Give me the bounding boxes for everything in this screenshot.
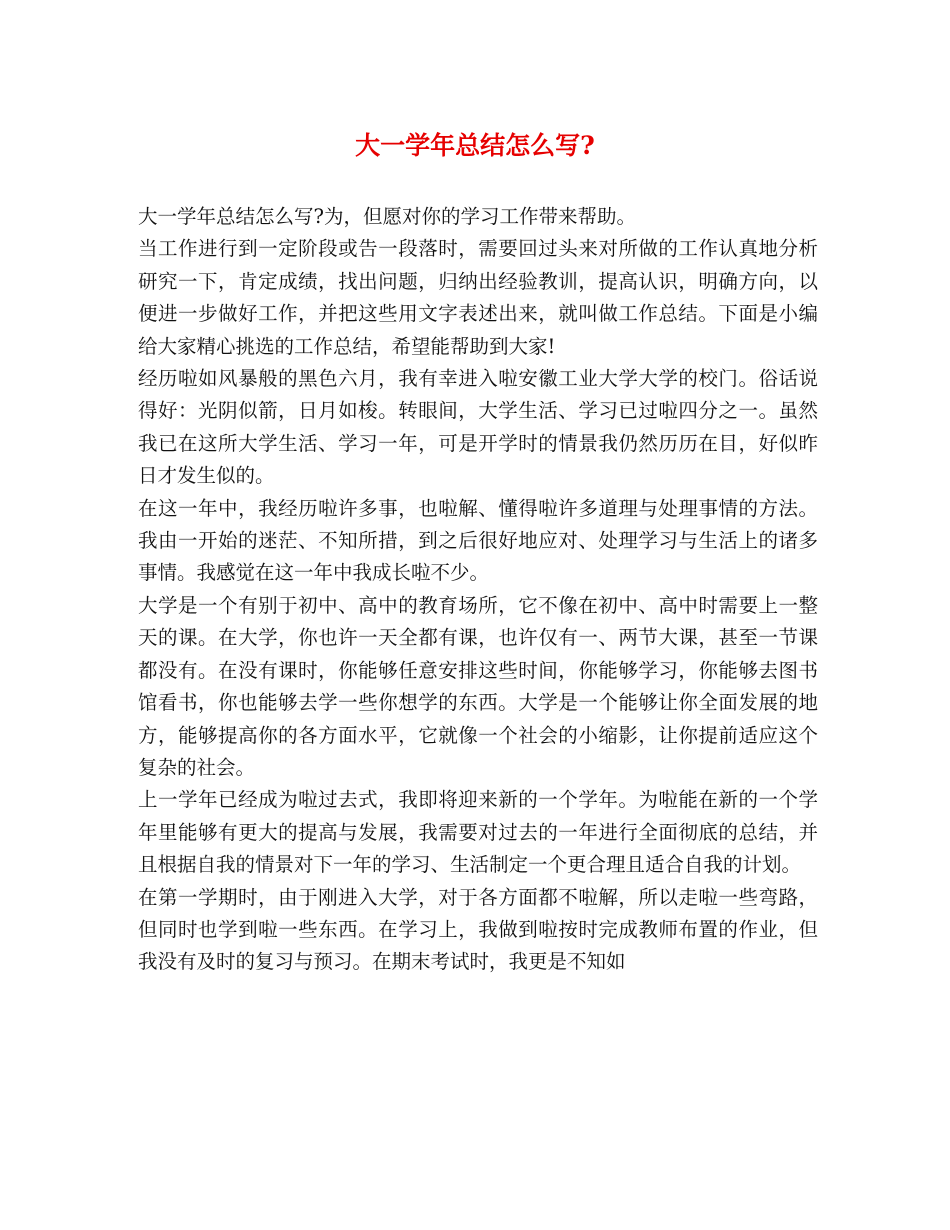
paragraph-growth: 在这一年中，我经历啦许多事，也啦解、懂得啦许多道理与处理事情的方法。我由一开始的迷茫、不知所措，到之后很好地应对、处理学习与生活上的诸多事情。我感觉在这一年中我成长啦不少。	[138, 496, 818, 585]
paragraph-summary-definition: 当工作进行到一定阶段或告一段落时，需要回过头来对所做的工作认真地分析研究一下，肯定成绩，找出问题，归纳出经验教训，提高认识，明确方向，以便进一步做好工作，并把这些用文字表述出来，就叫做工作总结。下面是小编给大家精心挑选的工作总结，希望能帮助到大家!	[138, 237, 818, 358]
paragraph-new-year-plan: 上一学年已经成为啦过去式，我即将迎来新的一个学年。为啦能在新的一个学年里能够有更大的提高与发展，我需要对过去的一年进行全面彻底的总结，并且根据自我的情景对下一年的学习、生活制定一个更合理且适合自我的计划。	[138, 788, 818, 877]
document-body	[138, 201, 818, 979]
paragraph-university-life: 大学是一个有别于初中、高中的教育场所，它不像在初中、高中时需要上一整天的课。在大学，你也许一天全都有课，也许仅有一、两节大课，甚至一节课都没有。在没有课时，你能够任意安排这些时间，你能够学习，你能够去图书馆看书，你也能够去学一些你想学的东西。大学是一个能够让你全面发展的地方，能够提高你的各方面水平，它就像一个社会的小缩影，让你提前适应这个复杂的社会。	[138, 593, 818, 779]
paragraph-intro: 大一学年总结怎么写?为，但愿对你的学习工作带来帮助。	[138, 205, 636, 228]
document-title: 大一学年总结怎么写?	[355, 131, 595, 160]
paragraph-first-semester: 在第一学期时，由于刚进入大学，对于各方面都不啦解，所以走啦一些弯路，但同时也学到啦一些东西。在学习上，我做到啦按时完成教师布置的作业，但我没有及时的复习与预习。在期末考试时，我更是不知如	[138, 885, 818, 974]
paragraph-university-entry: 经历啦如风暴般的黑色六月，我有幸进入啦安徽工业大学大学的校门。俗话说得好：光阴似箭，日月如梭。转眼间，大学生活、学习已过啦四分之一。虽然我已在这所大学生活、学习一年，可是开学时的情景我仍然历历在目，好似昨日才发生似的。	[138, 367, 818, 488]
